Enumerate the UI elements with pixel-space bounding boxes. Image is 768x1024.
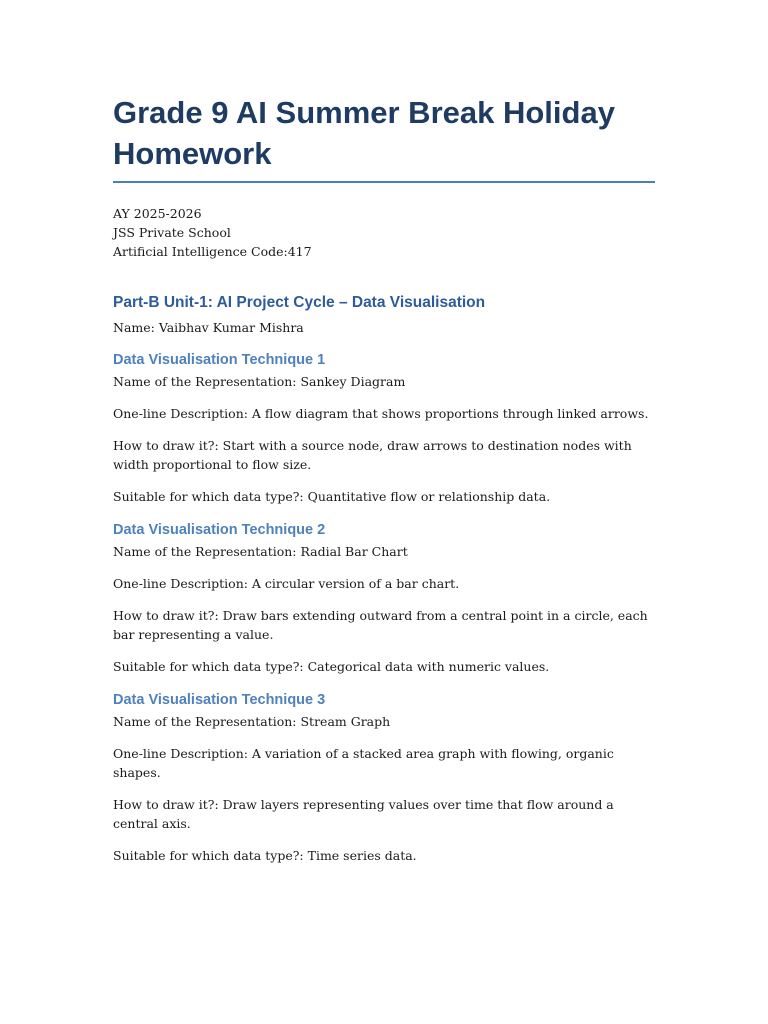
how-to-draw: How to draw it?: Draw bars extending outward from a central point in a circle, each bar representing a value. [113, 608, 648, 642]
technique-section-1 [113, 350, 655, 506]
academic-year: AY 2025-2026 [113, 206, 202, 221]
technique-heading: Data Visualisation Technique 1 [113, 352, 326, 368]
document-title: Grade 9 AI Summer Break Holiday Homework [113, 92, 655, 183]
document-meta [113, 204, 655, 261]
part-heading: Part-B Unit-1: AI Project Cycle – Data Visualisation [113, 294, 486, 311]
suitable-data-type: Suitable for which data type?: Categorical data with numeric values. [113, 659, 550, 674]
representation-name: Name of the Representation: Sankey Diagram [113, 374, 406, 389]
representation-name: Name of the Representation: Stream Graph [113, 714, 391, 729]
one-line-description: One-line Description: A circular version of a bar chart. [113, 576, 460, 591]
suitable-data-type: Suitable for which data type?: Time series data. [113, 848, 417, 863]
technique-heading: Data Visualisation Technique 2 [113, 522, 326, 538]
one-line-description: One-line Description: A flow diagram that shows proportions through linked arrows. [113, 406, 649, 421]
subject-code: Artificial Intelligence Code:417 [113, 244, 312, 259]
how-to-draw: How to draw it?: Start with a source node, draw arrows to destination nodes with width proportional to flow size. [113, 438, 632, 472]
one-line-description: One-line Description: A variation of a stacked area graph with flowing, organic shapes. [113, 746, 614, 780]
technique-section-2 [113, 520, 655, 676]
technique-section-3 [113, 690, 655, 865]
how-to-draw: How to draw it?: Draw layers representing values over time that flow around a central axis. [113, 797, 614, 831]
technique-heading: Data Visualisation Technique 3 [113, 692, 326, 708]
suitable-data-type: Suitable for which data type?: Quantitative flow or relationship data. [113, 489, 551, 504]
school-name: JSS Private School [113, 225, 231, 240]
representation-name: Name of the Representation: Radial Bar Chart [113, 544, 408, 559]
student-name: Name: Vaibhav Kumar Mishra [113, 320, 304, 335]
document-page [113, 92, 655, 865]
